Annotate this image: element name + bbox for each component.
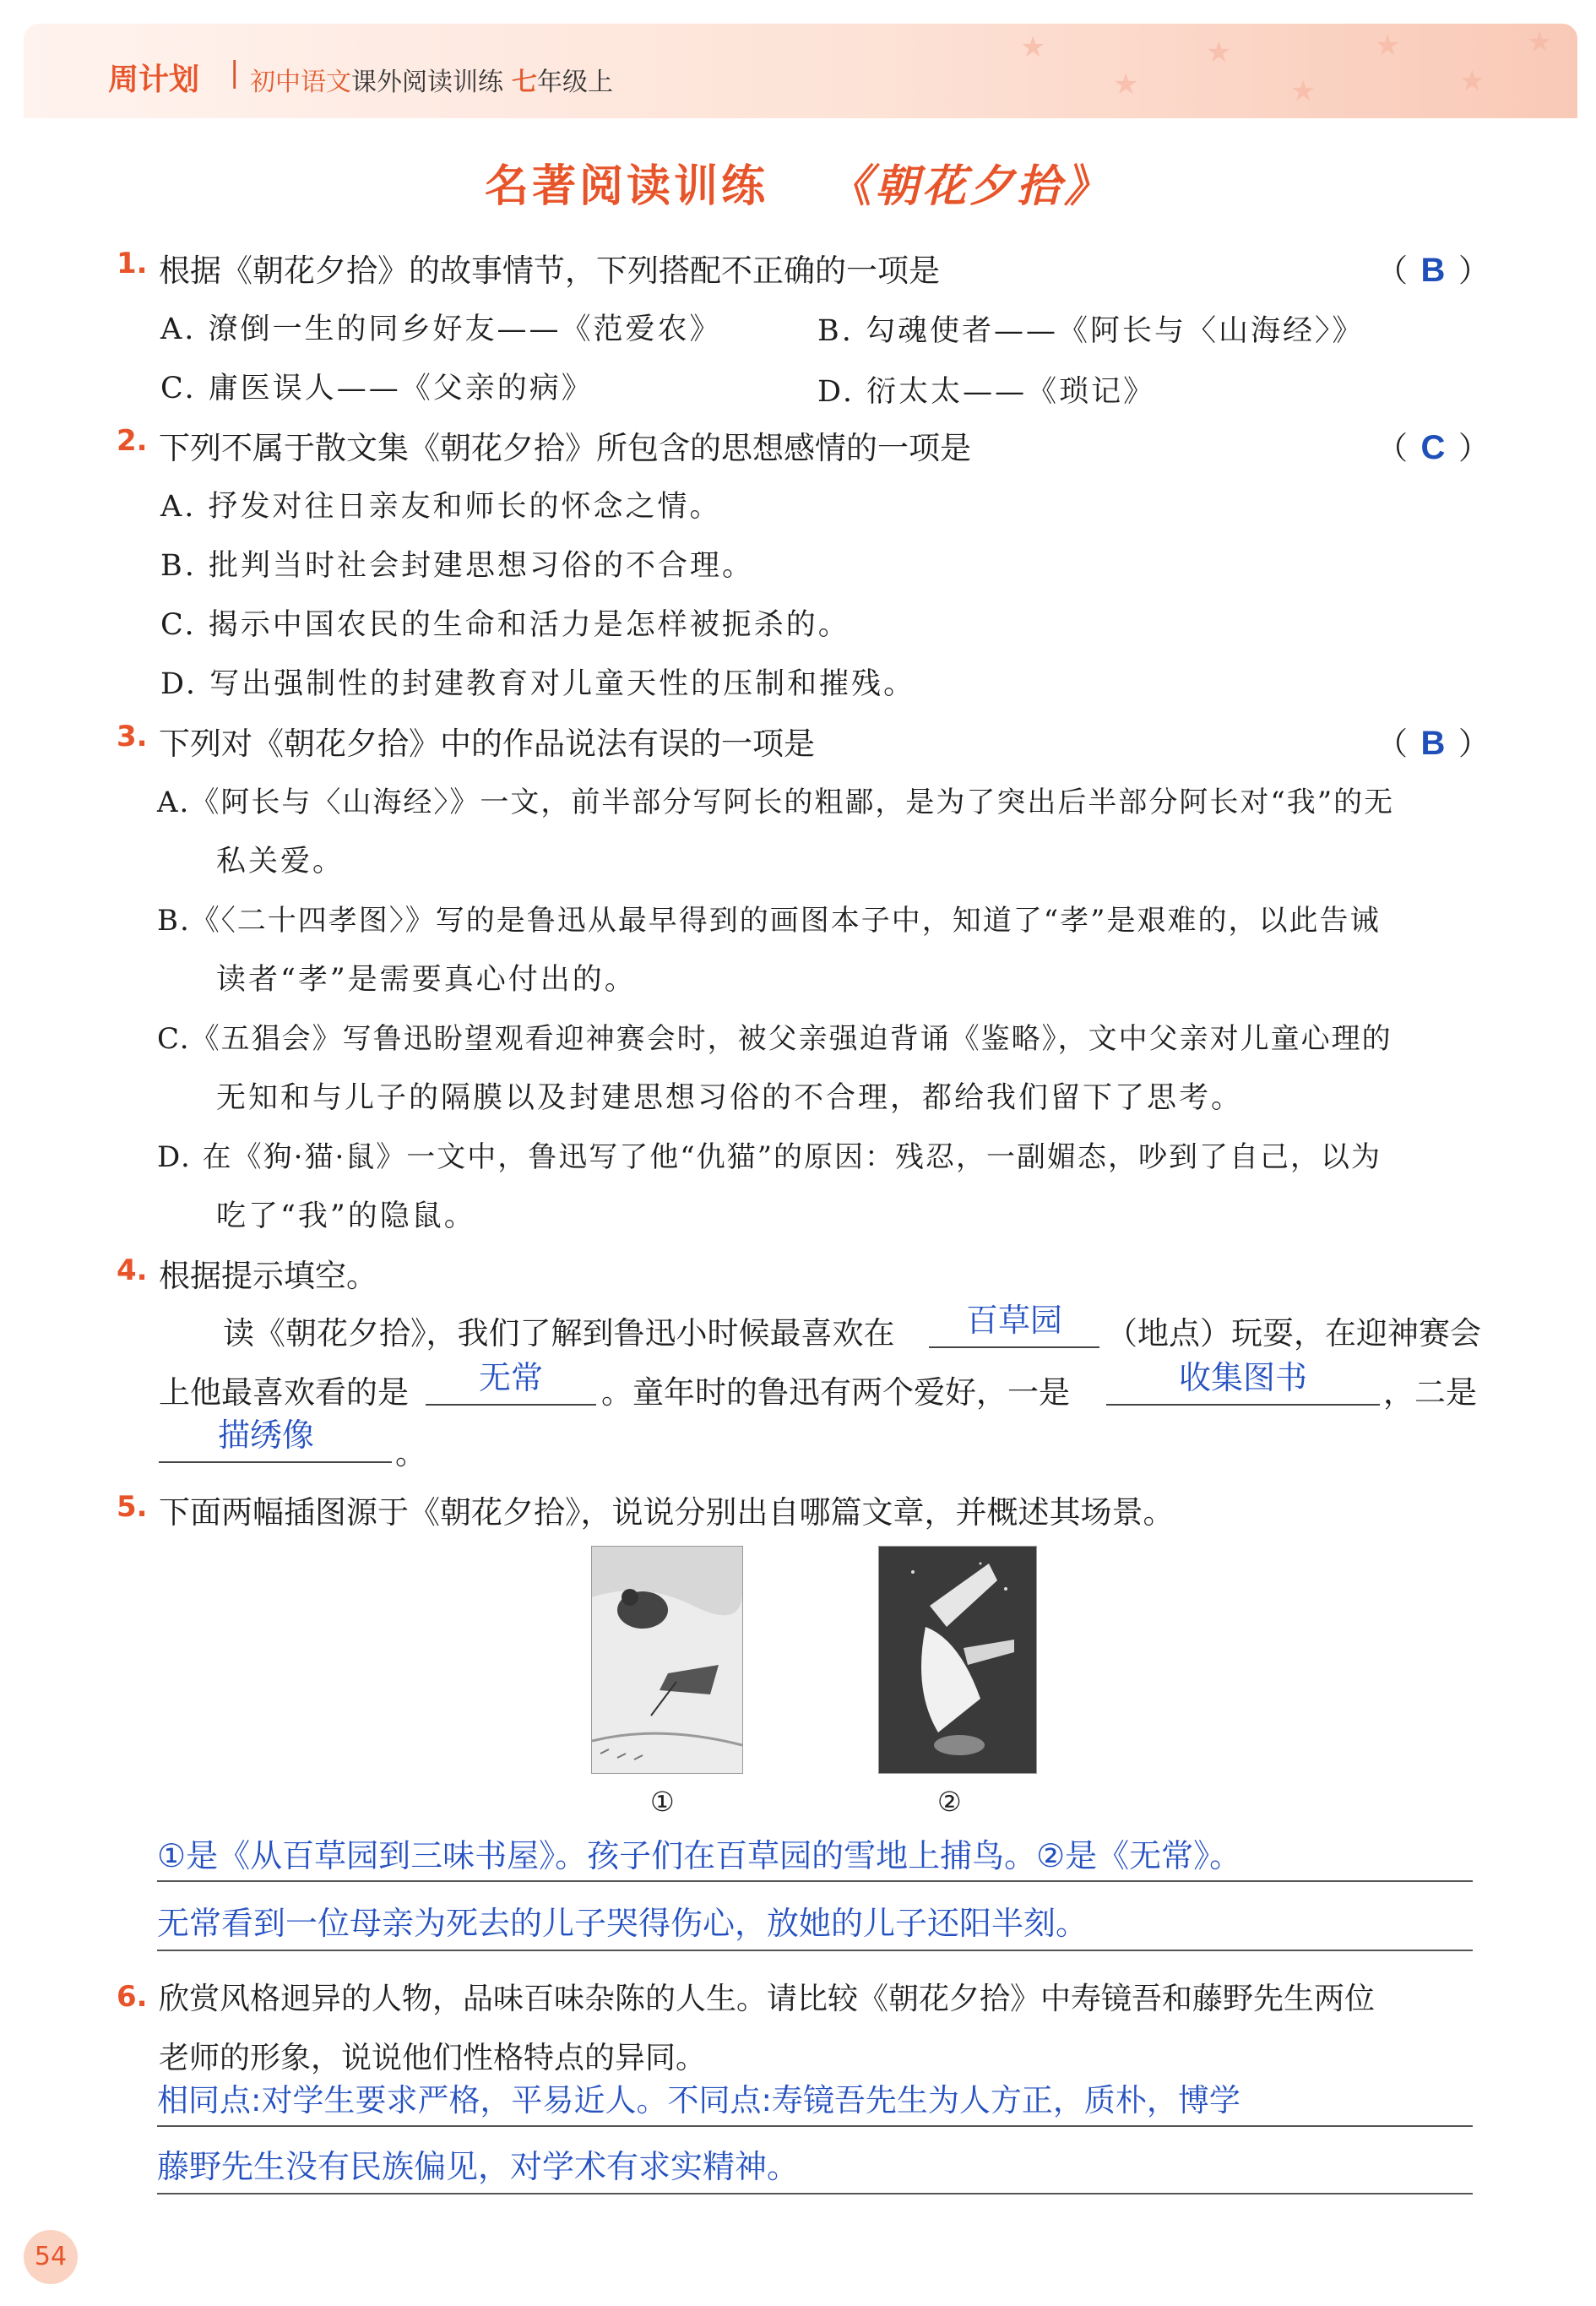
answer-line — [157, 2125, 1473, 2127]
answer-line — [157, 1950, 1473, 1951]
fill-answer: 百草园 — [965, 1302, 1062, 1339]
illustration-snow-bird-catching — [591, 1546, 743, 1774]
illustration-label: ② — [937, 1786, 962, 1818]
grade-number: 七 — [512, 68, 537, 97]
question-text: 老师的形象，说说他们性格特点的异同。 — [159, 2041, 707, 2075]
page-number: 54 — [24, 2230, 78, 2284]
question-number: 5. — [117, 1490, 148, 1524]
question-text: 根据《朝花夕拾》的故事情节，下列搭配不正确的一项是 — [159, 253, 940, 289]
fill-text: （地点）玩耍，在迎神赛会 — [1106, 1315, 1481, 1352]
question-number: 1. — [117, 247, 148, 280]
illustration-label: ① — [650, 1786, 675, 1818]
answer-choice: C — [1420, 429, 1446, 466]
series-label: 课外阅读训练 — [351, 68, 503, 97]
question-text: 欣赏风格迥异的人物，品味百味杂陈的人生。请比较《朝花夕拾》中寿镜吾和藤野先生两位 — [159, 1982, 1376, 2016]
star-decoration: ★ — [1459, 64, 1485, 98]
handwritten-answer: 无常看到一位母亲为死去的儿子哭得伤心，放她的儿子还阳半刻。 — [157, 1905, 1088, 1942]
option: A. 潦倒一生的同乡好友——《范爱农》 — [160, 313, 722, 346]
option-continued: 读者“孝”是需要真心付出的。 — [216, 963, 637, 997]
handwritten-answer: ①是《从百草园到三味书屋》。孩子们在百草园的雪地上捕鸟。②是《无常》。 — [157, 1837, 1242, 1874]
fill-text: 。 — [395, 1435, 426, 1471]
question-text: 下列对《朝花夕拾》中的作品说法有误的一项是 — [159, 726, 815, 762]
option-continued: 无知和与儿子的隔膜以及封建思想习俗的不合理，都给我们留下了思考。 — [216, 1081, 1244, 1115]
option: D. 衍太太——《琐记》 — [817, 375, 1156, 409]
star-decoration: ★ — [1113, 68, 1139, 101]
question-number: 2. — [117, 424, 148, 458]
answer-line — [157, 1880, 1473, 1882]
option-continued: 吃了“我”的隐鼠。 — [216, 1199, 476, 1233]
answer-line — [157, 2193, 1473, 2195]
option: C. 揭示中国农民的生命和活力是怎样被扼杀的。 — [160, 608, 850, 642]
brand-logo: 周计划 — [108, 63, 200, 97]
book-title: 《朝花夕拾》 — [828, 160, 1112, 212]
star-decoration: ★ — [1527, 25, 1553, 59]
header-separator: | — [230, 56, 240, 90]
page-title — [0, 150, 1596, 214]
answer-bracket: （ B ） — [1376, 252, 1490, 289]
fill-blank[interactable] — [929, 1346, 1099, 1348]
question-text: 下面两幅插图源于《朝花夕拾》，说说分别出自哪篇文章，并概述其场景。 — [159, 1494, 1175, 1531]
star-decoration: ★ — [1375, 29, 1401, 63]
question-text: 根据提示填空。 — [159, 1258, 377, 1294]
fill-answer: 无常 — [478, 1359, 543, 1396]
handwritten-answer: 相同点:对学生要求严格，平易近人。不同点:寿镜吾先生为人方正，质朴，博学 — [157, 2082, 1240, 2118]
fill-text: 读《朝花夕拾》，我们了解到鲁迅小时候最喜欢在 — [223, 1315, 895, 1352]
fill-text: 上他最喜欢看的是 — [159, 1374, 409, 1411]
handwritten-answer: 藤野先生没有民族偏见，对学术有求实精神。 — [157, 2148, 800, 2185]
illustration-wuchang — [878, 1546, 1037, 1774]
option: C. 庸医误人——《父亲的病》 — [160, 372, 594, 405]
question-text: 下列不属于散文集《朝花夕拾》所包含的思想感情的一项是 — [159, 430, 971, 466]
option: A. 抒发对往日亲友和师长的怀念之情。 — [160, 490, 722, 524]
option: C.《五猖会》写鲁迅盼望观看迎神赛会时，被父亲强迫背诵《鉴略》，文中父亲对儿童心理的 — [157, 1022, 1392, 1056]
fill-text: ，二是 — [1383, 1374, 1477, 1411]
star-decoration: ★ — [1020, 30, 1046, 64]
fill-blank[interactable] — [159, 1461, 392, 1463]
subject-label: 初中语文 — [250, 68, 351, 97]
star-decoration: ★ — [1290, 74, 1316, 108]
grade-label: 年级上 — [537, 68, 613, 97]
answer-choice: B — [1420, 252, 1446, 289]
question-number: 4. — [117, 1254, 148, 1287]
fill-answer: 描绣像 — [218, 1417, 315, 1454]
fill-answer: 收集图书 — [1178, 1359, 1307, 1396]
option: B.《〈二十四孝图〉》写的是鲁迅从最早得到的画图本子中，知道了“孝”是艰难的，以此告诫 — [157, 904, 1381, 938]
illustration-2-drawing — [879, 1547, 1036, 1773]
option: D. 写出强制性的封建教育对儿童天性的压制和摧残。 — [160, 667, 916, 701]
star-decoration: ★ — [1206, 35, 1232, 69]
fill-blank[interactable] — [426, 1404, 596, 1406]
book-series-title — [250, 61, 613, 98]
option: D. 在《狗·猫·鼠》一文中，鲁迅写了他“仇猫”的原因：残忍，一副媚态，吵到了自己，以为 — [157, 1140, 1382, 1174]
answer-bracket: （ C ） — [1376, 429, 1490, 466]
option: A.《阿长与〈山海经〉》一文，前半部分写阿长的粗鄙，是为了突出后半部分阿长对“我”的无 — [157, 786, 1395, 819]
answer-choice: B — [1420, 725, 1446, 762]
option-continued: 私关爱。 — [216, 845, 345, 878]
section-title: 名著阅读训练 — [484, 161, 768, 212]
fill-blank[interactable] — [1106, 1404, 1380, 1406]
illustration-1-drawing — [592, 1547, 742, 1773]
question-number: 6. — [117, 1980, 148, 2014]
option: B. 批判当时社会封建思想习俗的不合理。 — [160, 549, 754, 583]
fill-text: 。童年时的鲁迅有两个爱好，一是 — [601, 1374, 1070, 1411]
question-number: 3. — [117, 720, 148, 753]
answer-bracket: （ B ） — [1376, 725, 1490, 762]
option: B. 勾魂使者——《阿长与〈山海经〉》 — [817, 314, 1365, 348]
